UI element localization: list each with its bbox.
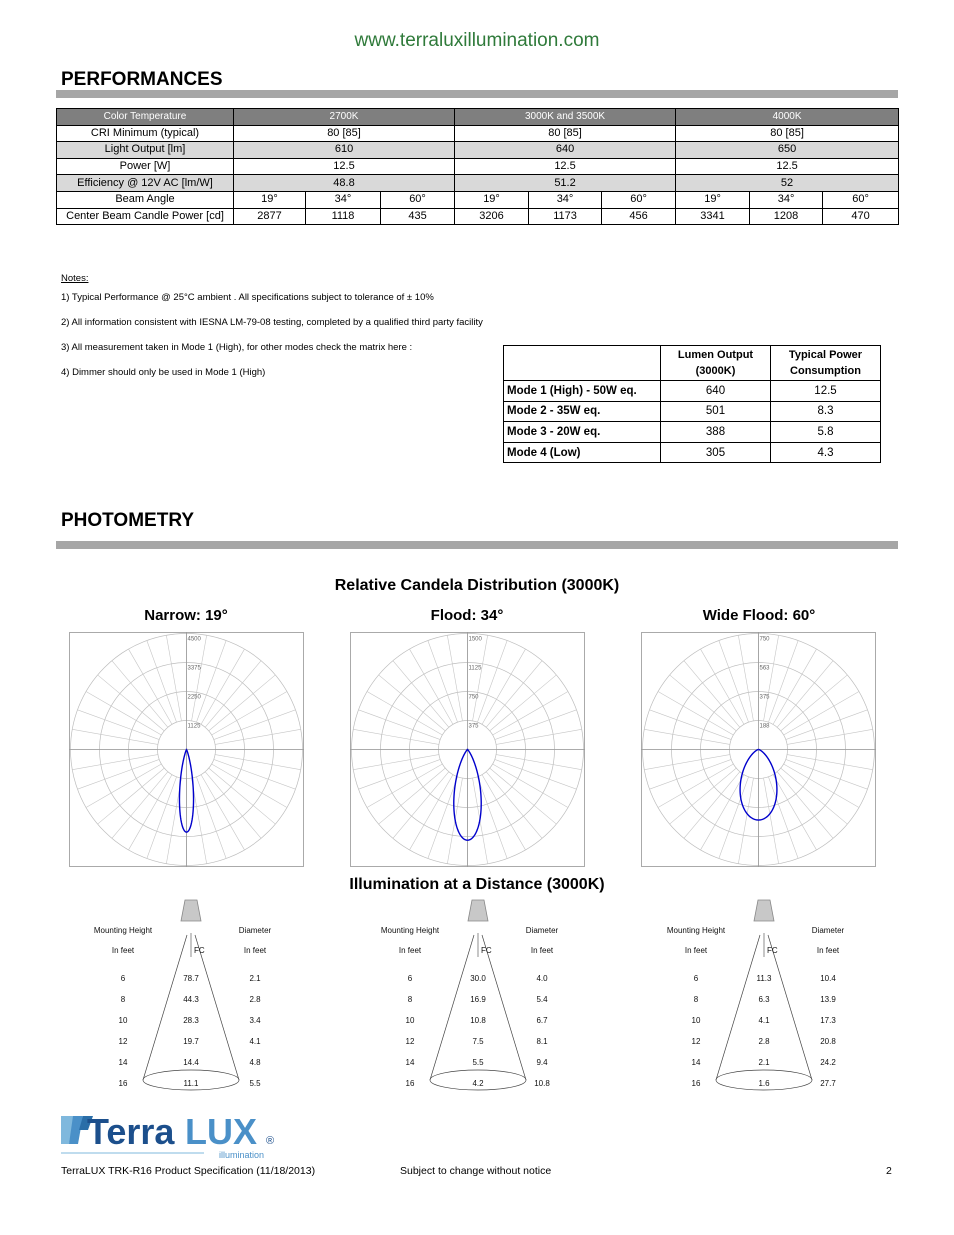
perf-cell: 34° [306,191,381,208]
fixture-icon [754,900,774,921]
mode-matrix-table [503,345,881,463]
mounting-height-value: 12 [118,1037,128,1046]
polar-title-wide: Wide Flood: 60° [702,607,816,624]
performance-table [56,108,899,225]
perf-row-label: Center Beam Candle Power [cd] [57,208,234,225]
diameter-value: 24.2 [820,1058,836,1067]
fixture-icon [468,900,488,921]
perf-row-cri [57,125,899,142]
perf-cell: 1173 [529,208,602,225]
diameter-value: 17.3 [820,1016,836,1025]
diameter-value: 5.5 [249,1079,261,1088]
diameter-value: 4.1 [249,1037,261,1046]
diameter-value: 4.8 [249,1058,261,1067]
mounting-height-value: 14 [118,1058,128,1067]
fc-value: 16.9 [470,995,486,1004]
note-4: 4) Dimmer should only be used in Mode 1 (High) [61,367,266,378]
perf-cell: 2877 [234,208,306,225]
mode-header-power-l2: Consumption [790,365,861,377]
perf-header-4000k: 4000K [676,109,899,126]
cone-edge [195,935,239,1080]
terralux-logo [59,1110,289,1162]
mode-lumen: 388 [661,422,771,443]
perf-row-label: Light Output [lm] [57,142,234,159]
cone-edge [482,935,526,1080]
perf-cell: 19° [234,191,306,208]
perf-cell: 12.5 [455,158,676,175]
polar-tick-label: 188 [759,723,770,730]
perf-row-label: Power [W] [57,158,234,175]
fc-value: 14.4 [183,1058,199,1067]
fc-value: 44.3 [183,995,199,1004]
mode-row [504,442,881,463]
polar-tick-label: 750 [468,694,479,701]
mounting-height-value: 16 [118,1079,128,1088]
mounting-height-value: 16 [405,1079,415,1088]
fc-value: 28.3 [183,1016,199,1025]
perf-cell: 48.8 [234,175,455,192]
logo-brand-lux: LUX [185,1111,257,1152]
illumination-cone-wide [653,895,853,1095]
diameter-value: 10.4 [820,974,836,983]
mode-label: Mode 1 (High) - 50W eq. [504,381,661,402]
mounting-height-value: 8 [120,995,126,1004]
fixture-icon [181,900,201,921]
polar-title-flood: Flood: 34° [430,607,504,624]
polar-chart-wide [641,632,876,867]
perf-header-3000k: 3000K and 3500K [455,109,676,126]
diameter-value: 5.4 [536,995,548,1004]
perf-row-label: Beam Angle [57,191,234,208]
fc-value: 11.1 [183,1079,199,1088]
logo-reg-mark: ® [266,1135,275,1147]
perf-cell: 470 [823,208,899,225]
perf-cell: 12.5 [676,158,899,175]
mounting-height-value: 6 [120,974,126,983]
cone-edge [430,935,474,1080]
polar-title-narrow: Narrow: 19° [144,607,228,624]
photometry-rule [56,541,898,549]
perf-cell: 1208 [750,208,823,225]
diameter-value: 9.4 [536,1058,548,1067]
mounting-height-value: 10 [118,1016,128,1025]
perf-cell: 60° [823,191,899,208]
fc-value: 78.7 [183,974,199,983]
polar-tick-label: 375 [759,694,770,701]
performances-title: PERFORMANCES [61,69,223,90]
note-1: 1) Typical Performance @ 25°C ambient . All specifications subject to tolerance of ± 10% [61,292,434,303]
diameter-label: Diameter [238,926,272,935]
mode-row [504,401,881,422]
cone-edge [768,935,812,1080]
fc-label: FC [767,946,778,955]
perf-header-label: Color Temperature [57,109,234,126]
mounting-height-unit: In feet [398,946,422,955]
mounting-height-value: 12 [405,1037,415,1046]
perf-header-row [57,109,899,126]
mode-row [504,422,881,443]
diameter-value: 10.8 [534,1079,550,1088]
perf-cell: 456 [602,208,676,225]
polar-tick-label: 563 [759,665,770,672]
polar-chart-narrow [69,632,304,867]
notes [61,273,88,284]
diameter-value: 2.1 [249,974,261,983]
mounting-height-value: 14 [405,1058,415,1067]
fc-value: 30.0 [470,974,486,983]
mode-lumen: 640 [661,381,771,402]
perf-cell: 1118 [306,208,381,225]
fc-label: FC [194,946,205,955]
perf-cell: 60° [602,191,676,208]
perf-cell: 12.5 [234,158,455,175]
polar-tick-label: 1125 [468,665,482,672]
mode-lumen: 501 [661,401,771,422]
mounting-height-value: 6 [693,974,699,983]
mode-header-power [771,346,881,381]
fc-value: 10.8 [470,1016,486,1025]
mode-row [504,381,881,402]
mounting-height-value: 12 [691,1037,701,1046]
polar-tick-label: 750 [759,636,770,643]
mode-power: 8.3 [771,401,881,422]
perf-cell: 34° [750,191,823,208]
mounting-height-value: 16 [691,1079,701,1088]
diameter-unit: In feet [816,946,840,955]
fc-value: 2.8 [758,1037,770,1046]
diameter-unit: In feet [530,946,554,955]
fc-value: 6.3 [758,995,770,1004]
diameter-value: 8.1 [536,1037,548,1046]
perf-row-cbcp [57,208,899,225]
illumination-cone-narrow [80,895,280,1095]
perf-header-2700k: 2700K [234,109,455,126]
diameter-value: 3.4 [249,1016,261,1025]
fc-value: 2.1 [758,1058,770,1067]
diameter-value: 27.7 [820,1079,836,1088]
mounting-height-label: Mounting Height [666,926,726,935]
polar-tick-label: 375 [468,723,479,730]
illumination-title: Illumination at a Distance (3000K) [349,876,605,893]
cone-edge [143,935,187,1080]
mode-lumen: 305 [661,442,771,463]
logo-sub: illumination [218,1150,264,1160]
mounting-height-unit: In feet [684,946,708,955]
mode-label: Mode 3 - 20W eq. [504,422,661,443]
polar-tick-label: 1500 [468,636,482,643]
diameter-value: 2.8 [249,995,261,1004]
footer-notice: Subject to change without notice [400,1165,552,1177]
fc-value: 4.1 [758,1016,770,1025]
perf-row-label: Efficiency @ 12V AC [lm/W] [57,175,234,192]
mode-label: Mode 2 - 35W eq. [504,401,661,422]
perf-cell: 610 [234,142,455,159]
perf-cell: 60° [381,191,455,208]
mounting-height-value: 10 [405,1016,415,1025]
perf-cell: 80 [85] [676,125,899,142]
mounting-height-unit: In feet [111,946,135,955]
perf-cell: 3206 [455,208,529,225]
perf-row-beam-angle [57,191,899,208]
perf-row-efficiency [57,175,899,192]
mode-label: Mode 4 (Low) [504,442,661,463]
illumination-cone-flood [367,895,567,1095]
website-url: www.terraluxillumination.com [354,30,600,51]
mode-header-blank [504,346,661,381]
polar-tick-label: 4500 [187,636,201,643]
notes-title: Notes: [61,273,89,284]
mounting-height-label: Mounting Height [93,926,153,935]
mounting-height-value: 14 [691,1058,701,1067]
logo-brand-terra: Terra [87,1111,175,1152]
diameter-value: 13.9 [820,995,836,1004]
diameter-label: Diameter [525,926,559,935]
polar-tick-label: 1125 [187,723,201,730]
perf-cell: 435 [381,208,455,225]
perf-cell: 52 [676,175,899,192]
diameter-value: 20.8 [820,1037,836,1046]
photometry-title: PHOTOMETRY [61,510,195,531]
perf-cell: 80 [85] [234,125,455,142]
diameter-value: 4.0 [536,974,548,983]
performances-rule [56,90,898,98]
mounting-height-value: 6 [407,974,413,983]
mode-header-lumen-l2: (3000K) [695,365,736,377]
perf-cell: 51.2 [455,175,676,192]
diameter-value: 6.7 [536,1016,548,1025]
fc-value: 19.7 [183,1037,199,1046]
fc-value: 7.5 [472,1037,484,1046]
fc-value: 5.5 [472,1058,484,1067]
perf-cell: 650 [676,142,899,159]
note-2: 2) All information consistent with IESNA LM-79-08 testing, completed by a qualified third party facility [61,317,483,328]
mode-power: 5.8 [771,422,881,443]
mode-power: 12.5 [771,381,881,402]
perf-row-label: CRI Minimum (typical) [57,125,234,142]
mounting-height-label: Mounting Height [380,926,440,935]
mode-header-lumen [661,346,771,381]
perf-cell: 3341 [676,208,750,225]
polar-tick-label: 2250 [187,694,201,701]
footer-page-number: 2 [886,1165,892,1177]
mounting-height-value: 8 [407,995,413,1004]
footer-doc-title: TerraLUX TRK-R16 Product Specification (11/18/2013) [61,1165,316,1177]
perf-cell: 34° [529,191,602,208]
fc-value: 11.3 [756,974,772,983]
fc-value: 1.6 [758,1079,770,1088]
cone-edge [716,935,760,1080]
fc-label: FC [481,946,492,955]
fc-value: 4.2 [472,1079,484,1088]
diameter-label: Diameter [811,926,845,935]
mode-header-lumen-l1: Lumen Output [677,349,754,361]
note-3: 3) All measurement taken in Mode 1 (High), for other modes check the matrix here : [61,342,413,353]
perf-cell: 19° [676,191,750,208]
polar-chart-flood [350,632,585,867]
perf-cell: 640 [455,142,676,159]
mounting-height-value: 8 [693,995,699,1004]
polar-tick-label: 3375 [187,665,201,672]
perf-cell: 80 [85] [455,125,676,142]
mounting-height-value: 10 [691,1016,701,1025]
mode-header-row [504,346,881,381]
perf-row-light-output [57,142,899,159]
mode-header-power-l1: Typical Power [788,349,863,361]
candela-chart-title: Relative Candela Distribution (3000K) [334,577,620,594]
perf-row-power [57,158,899,175]
perf-cell: 19° [455,191,529,208]
diameter-unit: In feet [243,946,267,955]
mode-power: 4.3 [771,442,881,463]
